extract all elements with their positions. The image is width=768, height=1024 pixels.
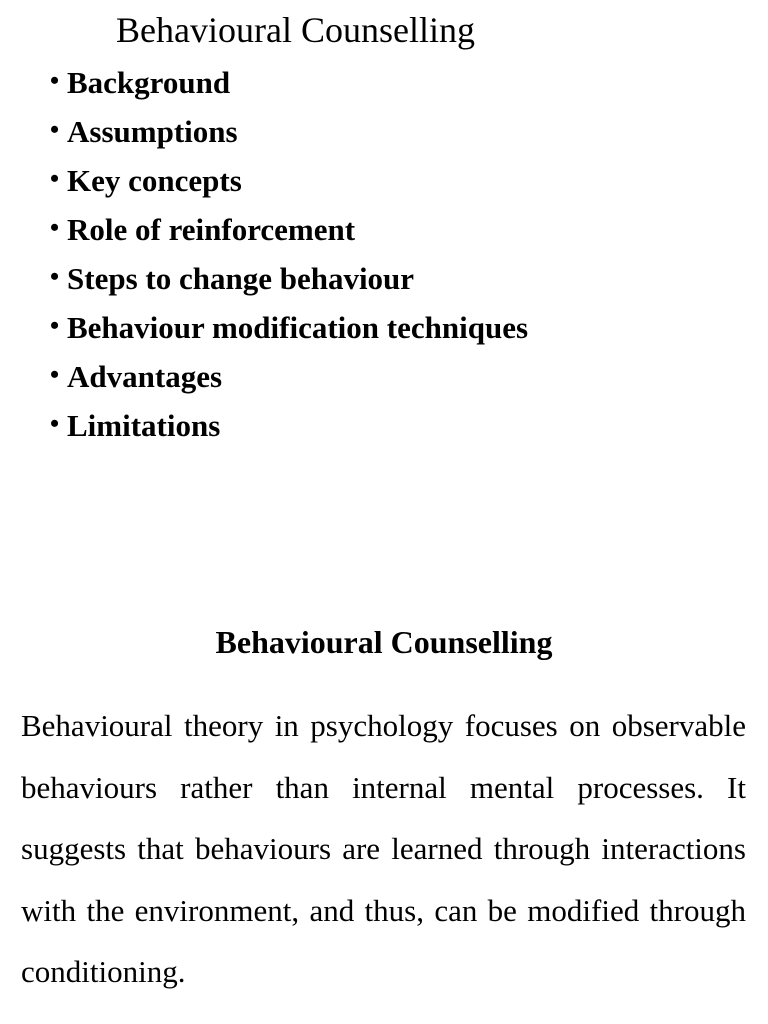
bullet-icon: • [50,164,60,193]
bullet-item-assumptions [50,113,528,162]
topic-bullet-list [50,64,528,456]
bullet-item-modification-techniques [50,309,528,358]
bullet-label: Role of reinforcement [67,212,356,247]
bullet-icon: • [50,213,60,242]
bullet-item-advantages [50,358,528,407]
section-heading: Behavioural Counselling [215,624,553,660]
bullet-label: Steps to change behaviour [67,261,415,296]
bullet-label: Advantages [67,359,223,394]
slide-title: Behavioural Counselling [116,10,475,50]
bullet-icon: • [50,115,60,144]
bullet-icon: • [50,262,60,291]
bullet-item-limitations [50,407,528,456]
bullet-label: Key concepts [67,163,242,198]
bullet-item-role-of-reinforcement [50,211,528,260]
bullet-icon: • [50,311,60,340]
bullet-item-key-concepts [50,162,528,211]
bullet-icon: • [50,360,60,389]
bullet-icon: • [50,66,60,95]
bullet-icon: • [50,409,60,438]
bullet-label: Behaviour modification techniques [67,310,529,345]
bullet-item-steps-to-change [50,260,528,309]
bullet-label: Background [67,65,231,100]
body-paragraph: Behavioural theory in psychology focuses on observable behaviours rather than internal mental processes. It suggests that behaviours are learned through interactions with the environment, and thus, can be modified through conditioning. [21,708,746,989]
bullet-label: Assumptions [67,114,238,149]
bullet-item-background [50,64,528,113]
bullet-label: Limitations [67,408,221,443]
